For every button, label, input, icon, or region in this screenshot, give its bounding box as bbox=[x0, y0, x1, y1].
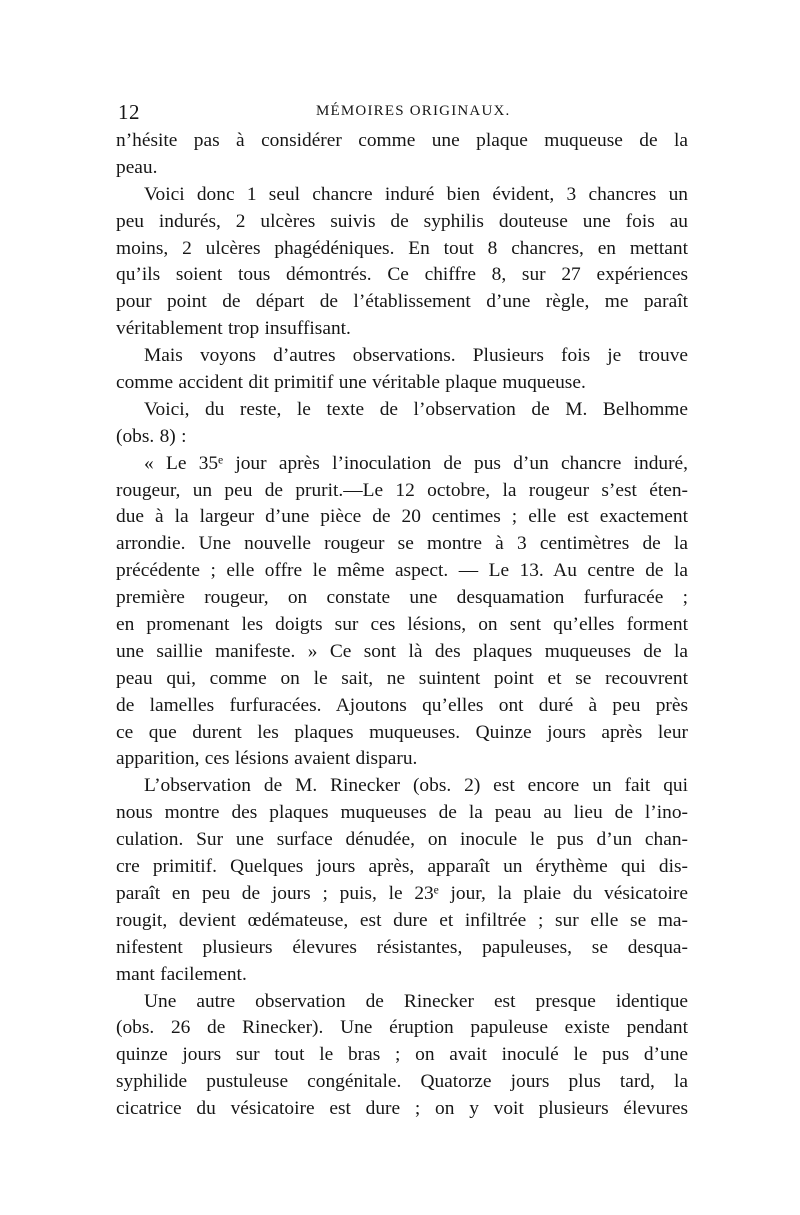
text-line: comme accident dit primitif une véritable plaque muqueuse. bbox=[116, 372, 586, 394]
text-line: une saillie manifeste. » Ce sont là des plaques muqueuses de la bbox=[116, 640, 688, 662]
text-line: Voici, du reste, le texte de l’observation de M. Belhomme bbox=[144, 398, 688, 420]
text-line: Mais voyons d’autres observations. Plusieurs fois je trouve bbox=[144, 345, 688, 367]
text-line: quinze jours sur tout le bras ; on avait inoculé le pus d’une bbox=[116, 1044, 688, 1066]
text-line: nous montre des plaques muqueuses de la peau au lieu de l’ino- bbox=[116, 802, 688, 824]
text-line: nifestent plusieurs élevures résistantes, papuleuses, se desqua- bbox=[116, 936, 688, 958]
text-line: culation. Sur une surface dénudée, on inocule le pus d’un chan- bbox=[116, 829, 688, 851]
text-line: de lamelles furfuracées. Ajoutons qu’elles ont duré à peu près bbox=[116, 694, 688, 716]
text-line: véritablement trop insuffisant. bbox=[116, 318, 351, 340]
text-line: moins, 2 ulcères phagédéniques. En tout 8 chancres, en mettant bbox=[116, 237, 688, 259]
text-line: apparition, ces lésions avaient disparu. bbox=[116, 748, 418, 770]
page-header bbox=[116, 100, 686, 126]
text-line: syphilide pustuleuse congénitale. Quatorze jours plus tard, la bbox=[116, 1071, 688, 1093]
text-line: peau qui, comme on le sait, ne suintent point et se recouvrent bbox=[116, 667, 688, 689]
body-text bbox=[116, 128, 688, 1123]
text-line: « Le 35ᵉ jour après l’inoculation de pus d’un chancre induré, bbox=[144, 452, 688, 474]
text-line: (obs. 26 de Rinecker). Une éruption papuleuse existe pendant bbox=[116, 1017, 688, 1039]
text-line: L’observation de M. Rinecker (obs. 2) est encore un fait qui bbox=[144, 775, 688, 797]
text-line: pour point de départ de l’établissement d’une règle, me paraît bbox=[116, 291, 688, 313]
text-line: qu’ils soient tous démontrés. Ce chiffre 8, sur 27 expériences bbox=[116, 264, 688, 286]
text-line: peu indurés, 2 ulcères suivis de syphilis douteuse une fois au bbox=[116, 210, 688, 232]
page-number: 12 bbox=[118, 100, 140, 124]
text-line: précédente ; elle offre le même aspect. — Le 13. Au centre de la bbox=[116, 560, 688, 582]
text-line: (obs. 8) : bbox=[116, 425, 187, 447]
text-line: rougeur, un peu de prurit.—Le 12 octobre, la rougeur s’est éten- bbox=[116, 479, 688, 501]
text-line: en promenant les doigts sur ces lésions, on sent qu’elles forment bbox=[116, 614, 688, 636]
text-line: cicatrice du vésicatoire est dure ; on y voit plusieurs élevures bbox=[116, 1098, 688, 1120]
text-line: ce que durent les plaques muqueuses. Quinze jours après leur bbox=[116, 721, 688, 743]
text-line: arrondie. Une nouvelle rougeur se montre à 3 centimètres de la bbox=[116, 533, 688, 555]
text-line: peau. bbox=[116, 156, 158, 178]
text-line: n’hésite pas à considérer comme une plaque muqueuse de la bbox=[116, 130, 688, 151]
text-line: rougit, devient œdémateuse, est dure et infiltrée ; sur elle se ma- bbox=[116, 909, 688, 931]
text-line: mant facilement. bbox=[116, 963, 247, 985]
text-line: cre primitif. Quelques jours après, apparaît un érythème qui dis- bbox=[116, 856, 688, 878]
running-head: MÉMOIRES ORIGINAUX. bbox=[316, 103, 511, 119]
text-line: première rougeur, on constate une desquamation furfuracée ; bbox=[116, 587, 688, 609]
text-line: paraît en peu de jours ; puis, le 23ᵉ jour, la plaie du vésicatoire bbox=[116, 882, 688, 904]
text-line: due à la largeur d’une pièce de 20 centimes ; elle est exactement bbox=[116, 506, 688, 528]
text-line: Une autre observation de Rinecker est presque identique bbox=[144, 990, 688, 1012]
text-line: Voici donc 1 seul chancre induré bien évident, 3 chancres un bbox=[144, 183, 688, 205]
